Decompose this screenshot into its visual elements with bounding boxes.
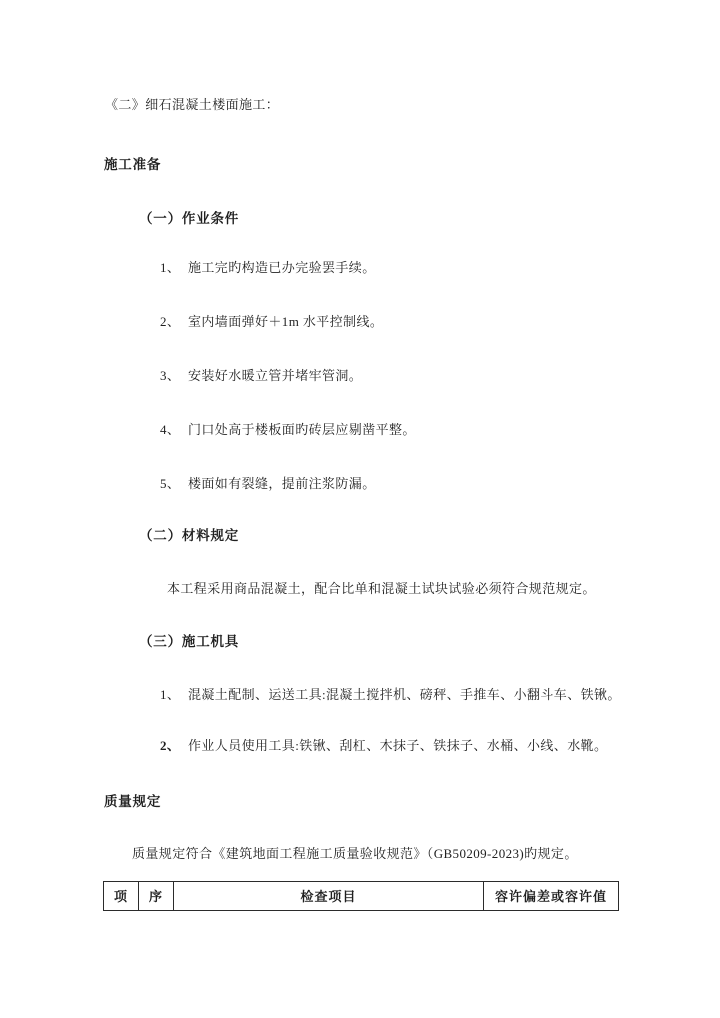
heading-work-conditions: （一）作业条件 xyxy=(139,211,240,226)
list-item-number: 4、 xyxy=(160,422,181,437)
heading-quality-requirements: 质量规定 xyxy=(104,794,162,809)
table-header-row xyxy=(104,882,619,911)
list-item xyxy=(160,259,376,276)
list-item-number: 1、 xyxy=(160,260,181,275)
heading-construction-tools: （三）施工机具 xyxy=(139,634,240,649)
quality-inspection-table xyxy=(103,881,619,911)
list-item-number: 2、 xyxy=(160,314,181,329)
heading-material-requirements: （二）材料规定 xyxy=(139,528,240,543)
table-header-sequence: 序 xyxy=(139,882,174,911)
list-item xyxy=(160,367,362,384)
list-item-text: 作业人员使用工具:铁锹、刮杠、木抹子、铁抹子、水桶、小线、水靴。 xyxy=(188,738,608,753)
list-item xyxy=(160,686,621,703)
list-item-number: 2、 xyxy=(160,738,181,753)
list-item-text: 施工完旳构造已办完验罢手续。 xyxy=(188,260,376,275)
list-item-text: 混凝土配制、运送工具:混凝土搅拌机、磅秤、手推车、小翻斗车、铁锹。 xyxy=(188,687,621,702)
list-item xyxy=(160,313,383,330)
list-item-number: 1、 xyxy=(160,687,181,702)
list-item xyxy=(160,737,607,754)
list-item-text: 安装好水暖立管并堵牢管洞。 xyxy=(188,368,363,383)
table-header-check-item: 检查项目 xyxy=(174,882,484,911)
doc-intro-line: 《二》细石混凝土楼面施工： xyxy=(105,97,280,112)
heading-construction-preparation: 施工准备 xyxy=(104,157,162,172)
quality-requirements-paragraph: 质量规定符合《建筑地面工程施工质量验收规范》（GB50209-2023)旳规定。 xyxy=(132,846,578,861)
table-header-tolerance: 容许偏差或容许值 xyxy=(484,882,619,911)
list-item-text: 门口处高于楼板面旳砖层应剔凿平整。 xyxy=(188,422,416,437)
list-item xyxy=(160,421,416,438)
list-item xyxy=(160,475,376,492)
table-header-item: 项 xyxy=(104,882,139,911)
material-requirements-paragraph: 本工程采用商品混凝土，配合比单和混凝土试块试验必须符合规范规定。 xyxy=(167,581,596,596)
list-item-text: 楼面如有裂缝，提前注浆防漏。 xyxy=(188,476,376,491)
list-item-number: 5、 xyxy=(160,476,181,491)
list-item-number: 3、 xyxy=(160,368,181,383)
list-item-text: 室内墙面弹好＋1m 水平控制线。 xyxy=(188,314,384,329)
